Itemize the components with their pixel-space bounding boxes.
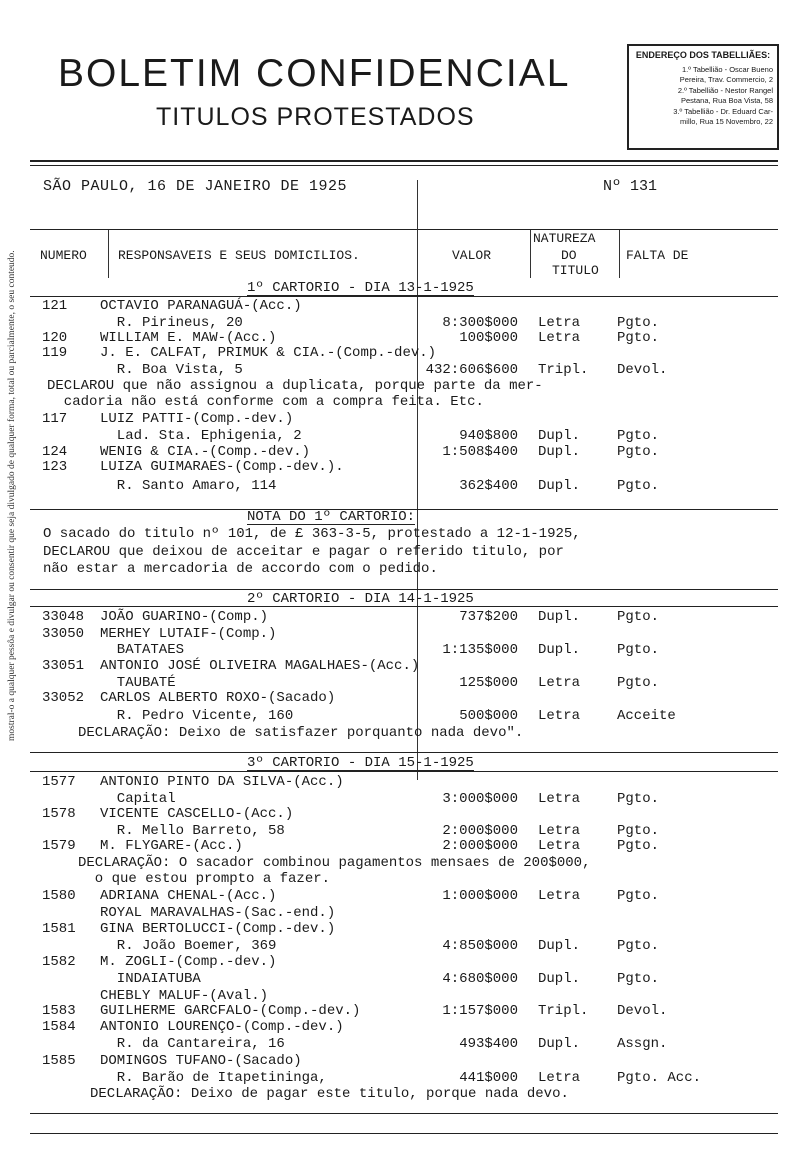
entry-nature: Dupl. [538, 478, 581, 494]
col-natureza-titulo: TITULO [552, 263, 599, 278]
entry-name: GINA BERTOLUCCI-(Comp.-dev.) [100, 921, 336, 937]
note-text: O sacado do titulo nº 101, de £ 363-3-5, protestado a 12-1-1925, [43, 526, 581, 542]
declaration: DECLARAÇÃO: O sacador combinou pagamentos mensaes de 200$000, [78, 855, 591, 871]
section-rule [30, 771, 778, 772]
entry-value: 432:606$600 [425, 362, 518, 378]
entry-name: R. Santo Amaro, 114 [100, 478, 277, 494]
entry-name: ADRIANA CHENAL-(Acc.) [100, 888, 277, 904]
entry-reason: Pgto. [617, 315, 660, 331]
entry-number: 1578 [42, 806, 76, 822]
entry-name: M. FLYGARE-(Acc.) [100, 838, 243, 854]
entry-number: 123 [42, 459, 68, 475]
entry-name: LUIZA GUIMARAES-(Comp.-dev.). [100, 459, 344, 475]
entry-nature: Letra [538, 708, 581, 724]
entry-value: 100$000 [459, 330, 518, 346]
entry-value: 4:850$000 [442, 938, 518, 954]
entry-reason: Pgto. [617, 642, 660, 658]
place-date: SÃO PAULO, 16 DE JANEIRO DE 1925 [43, 178, 348, 195]
entry-value: 1:157$000 [442, 1003, 518, 1019]
entry-nature: Dupl. [538, 444, 581, 460]
entry-number: 33048 [42, 609, 85, 625]
entry-name: R. Pedro Vicente, 160 [100, 708, 294, 724]
entry-nature: Dupl. [538, 1036, 581, 1052]
side-margin-text: mostral-o a qualquer pessôa e divulgar ou consentir que seja divulgado de qualquer forma, total ou parcialmente, o seu conteudo. [7, 250, 17, 741]
entry-nature: Letra [538, 791, 581, 807]
entry-nature: Letra [538, 675, 581, 691]
entry-name: CARLOS ALBERTO ROXO-(Sacado) [100, 690, 336, 706]
entry-reason: Pgto. [617, 609, 660, 625]
entry-value: 1:508$400 [442, 444, 518, 460]
entry-name: R. Boa Vista, 5 [100, 362, 243, 378]
col-divider [108, 230, 109, 278]
entry-name: VICENTE CASCELLO-(Acc.) [100, 806, 294, 822]
entry-name: MERHEY LUTAIF-(Comp.) [100, 626, 277, 642]
entry-reason: Pgto. Acc. [617, 1070, 702, 1086]
section-heading-2: 2º CARTORIO - DIA 14-1-1925 [247, 591, 474, 607]
entry-name: JOÃO GUARINO-(Comp.) [100, 609, 269, 625]
section-rule [30, 296, 778, 297]
entry-name: J. E. CALFAT, PRIMUK & CIA.-(Comp.-dev.) [100, 345, 437, 361]
entry-name: M. ZOGLI-(Comp.-dev.) [100, 954, 277, 970]
entry-nature: Tripl. [538, 1003, 589, 1019]
address-line: Pestana, Rua Boa Vista, 58 [680, 96, 773, 105]
entry-value: 3:000$000 [442, 791, 518, 807]
entry-number: 1581 [42, 921, 76, 937]
header-rule [30, 160, 778, 162]
entry-number: 117 [42, 411, 68, 427]
entry-name: INDAIATUBA [100, 971, 201, 987]
note-heading: NOTA DO 1º CARTORIO: [247, 509, 416, 525]
entry-number: 1579 [42, 838, 76, 854]
footer-rule [30, 1133, 778, 1134]
entry-number: 1584 [42, 1019, 76, 1035]
bulletin-subtitle: TITULOS PROTESTADOS [156, 103, 475, 131]
entry-value: 940$800 [459, 428, 518, 444]
entry-nature: Letra [538, 330, 581, 346]
col-valor: VALOR [452, 248, 492, 263]
entry-reason: Pgto. [617, 428, 660, 444]
entry-reason: Pgto. [617, 823, 660, 839]
entry-nature: Dupl. [538, 642, 581, 658]
entry-name: DOMINGOS TUFANO-(Sacado) [100, 1053, 302, 1069]
entry-reason: Pgto. [617, 444, 660, 460]
entry-number: 1585 [42, 1053, 76, 1069]
entry-reason: Pgto. [617, 888, 660, 904]
entry-name: Capital [100, 791, 176, 807]
entry-number: 121 [42, 298, 68, 314]
entry-number: 1583 [42, 1003, 76, 1019]
entry-nature: Letra [538, 838, 581, 854]
entry-number: 1577 [42, 774, 76, 790]
declaration: DECLARAÇÃO: Deixo de pagar este titulo, porque nada devo. [90, 1086, 569, 1102]
entry-nature: Letra [538, 315, 581, 331]
entry-nature: Tripl. [538, 362, 589, 378]
entry-reason: Acceite [617, 708, 676, 724]
entry-number: 33051 [42, 658, 85, 674]
entry-name: LUIZ PATTI-(Comp.-dev.) [100, 411, 294, 427]
entry-reason: Pgto. [617, 478, 660, 494]
entry-reason: Pgto. [617, 791, 660, 807]
col-responsaveis: RESPONSAVEIS E SEUS DOMICILIOS. [118, 248, 360, 263]
entry-value: 125$000 [459, 675, 518, 691]
entry-reason: Pgto. [617, 971, 660, 987]
entry-value: 441$000 [459, 1070, 518, 1086]
entry-value: 2:000$000 [442, 823, 518, 839]
entry-name: R. Barão de Itapetininga, [100, 1070, 327, 1086]
entry-value: 2:000$000 [442, 838, 518, 854]
entry-name: OCTAVIO PARANAGUÁ-(Acc.) [100, 298, 302, 314]
entry-value: 1:135$000 [442, 642, 518, 658]
section-rule [30, 589, 778, 590]
entry-value: 493$400 [459, 1036, 518, 1052]
section-heading-3: 3º CARTORIO - DIA 15-1-1925 [247, 755, 474, 771]
entry-value: 8:300$000 [442, 315, 518, 331]
entry-name: ROYAL MARAVALHAS-(Sac.-end.) [100, 905, 336, 921]
entry-number: 119 [42, 345, 68, 361]
col-divider [619, 230, 620, 278]
entry-number: 1582 [42, 954, 76, 970]
entry-name: Lad. Sta. Ephigenia, 2 [100, 428, 302, 444]
entry-name: ANTONIO LOURENÇO-(Comp.-dev.) [100, 1019, 344, 1035]
entry-name: R. João Boemer, 369 [100, 938, 277, 954]
declaration: DECLARAÇÃO: Deixo de satisfazer porquanto nada devo". [78, 725, 524, 741]
declaration: cadoria não está conforme com a compra feita. Etc. [47, 394, 484, 410]
col-divider [530, 230, 531, 278]
entry-nature: Dupl. [538, 971, 581, 987]
entry-reason: Devol. [617, 1003, 668, 1019]
address-heading: ENDEREÇO DOS TABELLIÃES: [635, 50, 771, 60]
entry-name: BATATAES [100, 642, 185, 658]
entry-nature: Dupl. [538, 428, 581, 444]
entry-nature: Dupl. [538, 609, 581, 625]
address-line: millo, Rua 15 Novembro, 22 [680, 117, 773, 126]
section-heading-1: 1º CARTORIO - DIA 13-1-1925 [247, 280, 474, 296]
entry-name: WENIG & CIA.-(Comp.-dev.) [100, 444, 311, 460]
entry-name: TAUBATÉ [100, 675, 176, 691]
entry-value: 1:000$000 [442, 888, 518, 904]
entry-value: 362$400 [459, 478, 518, 494]
entry-number: 33050 [42, 626, 85, 642]
entry-name: R. da Cantareira, 16 [100, 1036, 285, 1052]
col-numero: NUMERO [40, 248, 87, 263]
entry-name: R. Pirineus, 20 [100, 315, 243, 331]
address-line: Pereira, Trav. Commercio, 2 [679, 75, 773, 84]
table-top-rule [30, 229, 778, 230]
address-line: 2.º Tabellião - Nestor Rangel [677, 85, 773, 95]
col-falta: FALTA DE [626, 248, 689, 263]
entry-name: CHEBLY MALUF-(Aval.) [100, 988, 269, 1004]
entry-nature: Dupl. [538, 938, 581, 954]
entry-reason: Assgn. [617, 1036, 668, 1052]
entry-reason: Pgto. [617, 938, 660, 954]
col-natureza: NATUREZA [533, 231, 596, 246]
declaration: o que estou prompto a fazer. [78, 871, 331, 887]
section-rule [30, 606, 778, 607]
entry-name: ANTONIO JOSÉ OLIVEIRA MAGALHAES-(Acc.) [100, 658, 420, 674]
entry-nature: Letra [538, 888, 581, 904]
notaries-address-box [627, 44, 779, 150]
entry-value: 4:680$000 [442, 971, 518, 987]
entry-value: 737$200 [459, 609, 518, 625]
footer-rule [30, 1113, 778, 1114]
header-rule-thin [30, 165, 778, 166]
entry-reason: Pgto. [617, 330, 660, 346]
entry-number: 33052 [42, 690, 85, 706]
entry-nature: Letra [538, 823, 581, 839]
entry-number: 1580 [42, 888, 76, 904]
entry-reason: Pgto. [617, 838, 660, 854]
entry-number: 120 [42, 330, 68, 346]
entry-name: ANTONIO PINTO DA SILVA-(Acc.) [100, 774, 344, 790]
entry-reason: Devol. [617, 362, 668, 378]
entry-name: WILLIAM E. MAW-(Acc.) [100, 330, 277, 346]
bulletin-title: BOLETIM CONFIDENCIAL [58, 52, 571, 95]
note-text: DECLAROU que deixou de acceitar e pagar o referido titulo, por [43, 544, 564, 560]
entry-number: 124 [42, 444, 68, 460]
declaration: DECLAROU que não assignou a duplicata, porque parte da mer- [47, 378, 543, 394]
bulletin-number: Nº 131 [603, 178, 658, 195]
section-rule [30, 752, 778, 753]
address-line: 3.º Tabellião - Dr. Eduard Car- [673, 106, 773, 116]
address-line: 1.º Tabellião - Oscar Bueno [682, 64, 773, 74]
entry-reason: Pgto. [617, 675, 660, 691]
entry-name: GUILHERME GARCFALO-(Comp.-dev.) [100, 1003, 361, 1019]
note-text: não estar a mercadoria de accordo com o pedido. [43, 561, 438, 577]
entry-name: R. Mello Barreto, 58 [100, 823, 285, 839]
col-natureza-do: DO [561, 248, 577, 263]
entry-value: 500$000 [459, 708, 518, 724]
entry-nature: Letra [538, 1070, 581, 1086]
